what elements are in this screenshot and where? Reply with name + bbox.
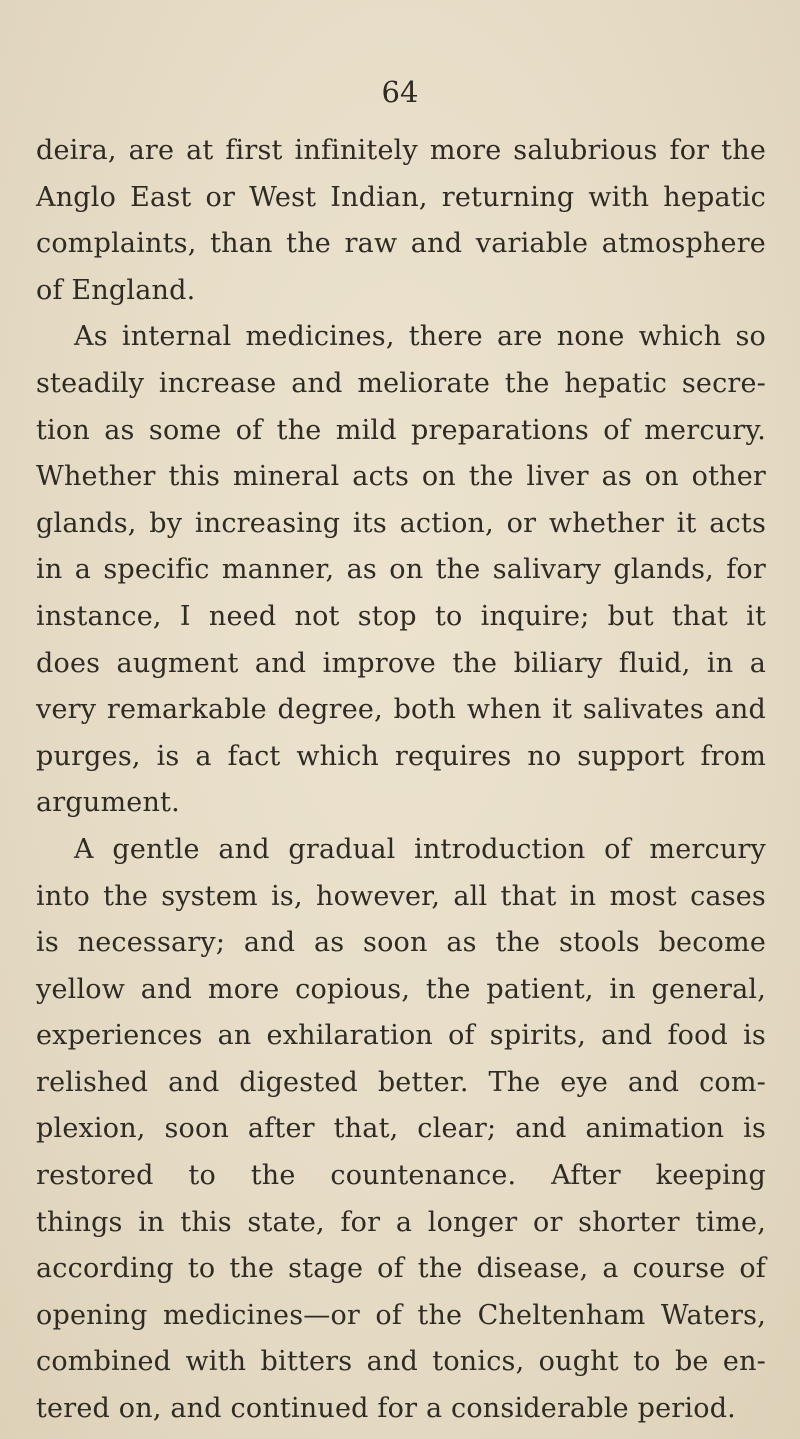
body-text bbox=[36, 128, 766, 1433]
page-number: 64 bbox=[381, 75, 419, 109]
text-line: opening medicines—or of the Cheltenham Waters, bbox=[36, 1299, 766, 1331]
text-line: of England. bbox=[36, 274, 196, 306]
text-line: very remarkable degree, both when it salivates and bbox=[36, 694, 766, 726]
text-line: complaints, than the raw and variable atmosphere bbox=[36, 228, 766, 260]
text-line: Whether this mineral acts on the liver as on other bbox=[36, 461, 766, 493]
paragraph-start-line: As internal medicines, there are none which so bbox=[74, 321, 766, 353]
text-line: things in this state, for a longer or shorter time, bbox=[36, 1206, 766, 1238]
text-line: steadily increase and meliorate the hepatic secre- bbox=[36, 367, 766, 399]
text-line: according to the stage of the disease, a course of bbox=[36, 1253, 766, 1285]
text-line: in a specific manner, as on the salivary glands, for bbox=[36, 554, 766, 586]
text-line: purges, is a fact which requires no support from bbox=[36, 740, 766, 772]
text-line: tion as some of the mild preparations of mercury. bbox=[36, 414, 766, 446]
text-line: plexion, soon after that, clear; and animation is bbox=[36, 1113, 766, 1145]
text-line: deira, are at first infinitely more salubrious for the bbox=[36, 135, 766, 166]
text-line: does augment and improve the biliary fluid, in a bbox=[36, 647, 766, 679]
paragraph-start-line: A gentle and gradual introduction of mercury bbox=[74, 833, 766, 865]
text-line: Anglo East or West Indian, returning with hepatic bbox=[36, 181, 766, 213]
text-line: experiences an exhilaration of spirits, and food is bbox=[36, 1020, 766, 1052]
text-line: combined with bitters and tonics, ought to be en- bbox=[36, 1346, 766, 1378]
text-line: instance, I need not stop to inquire; but that it bbox=[36, 600, 766, 632]
text-line: glands, by increasing its action, or whether it acts bbox=[36, 507, 766, 539]
text-line: relished and digested better. The eye and com- bbox=[36, 1066, 766, 1098]
text-line: restored to the countenance. After keeping bbox=[36, 1160, 766, 1192]
text-line: yellow and more copious, the patient, in general, bbox=[36, 973, 766, 1005]
text-line: is necessary; and as soon as the stools become bbox=[36, 927, 766, 959]
text-line: into the system is, however, all that in most cases bbox=[36, 880, 766, 912]
text-line: tered on, and continued for a considerable period. bbox=[36, 1393, 736, 1425]
text-line: argument. bbox=[36, 787, 180, 819]
